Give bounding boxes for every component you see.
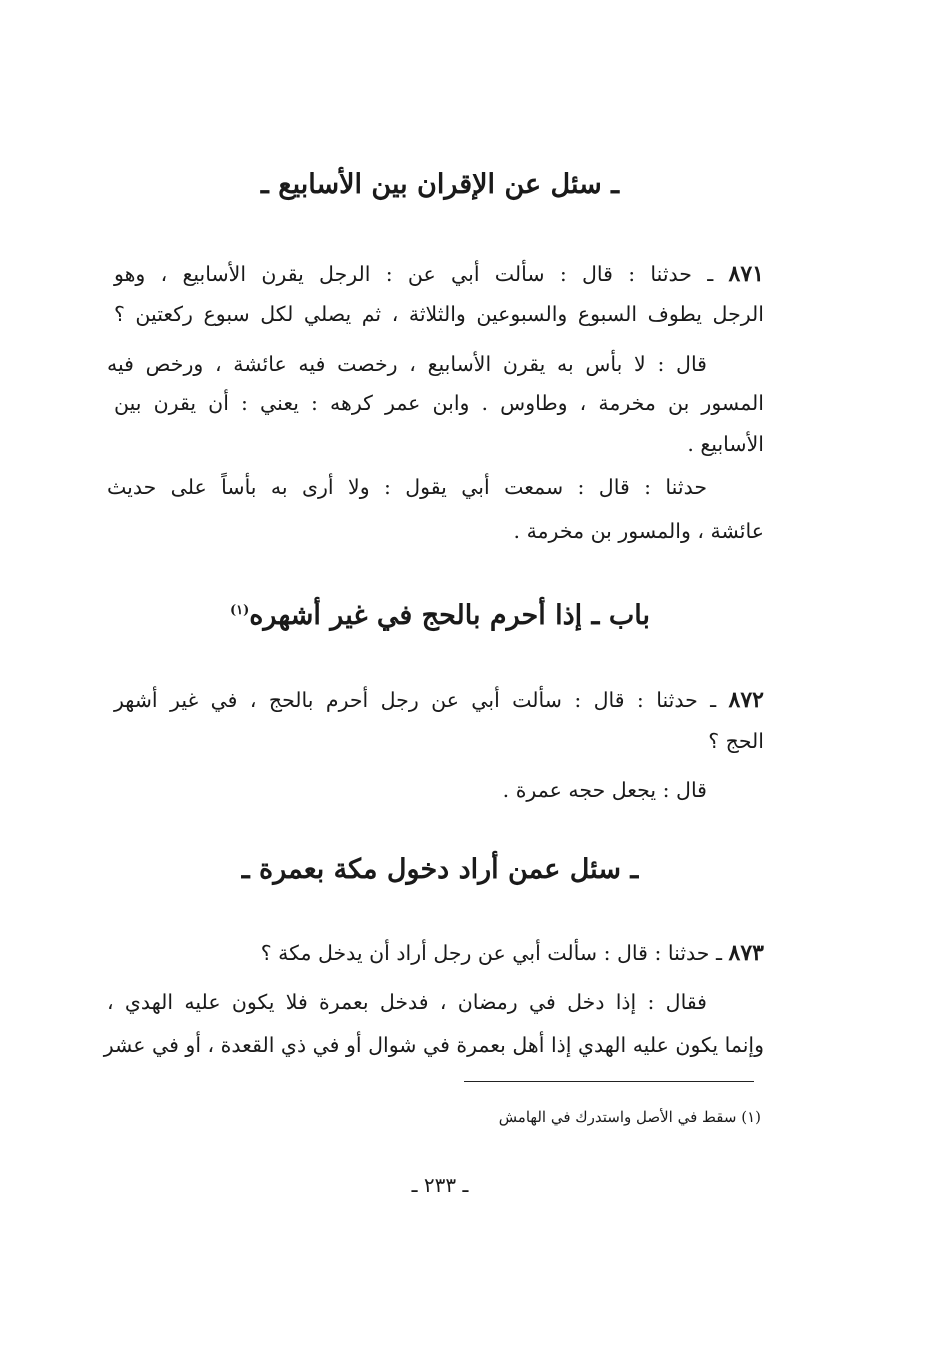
footnote: (١) سقط في الأصل واستدرك في الهامش xyxy=(498,1108,761,1126)
footnote-divider xyxy=(464,1081,754,1082)
text-line xyxy=(114,257,764,291)
chapter-heading-ihram xyxy=(110,591,770,636)
section-heading-iqran: ـ سئل عن الإقران بين الأسابيع ـ xyxy=(260,169,620,200)
text-line: عائشة ، والمسور بن مخرمة . xyxy=(513,519,764,543)
text-line: حدثنا : قال : سمعت أبي يقول : ولا أرى به بأساً على حديث xyxy=(107,475,707,499)
text-line: المسور بن مخرمة ، وطاوس . وابن عمر كرهه : يعني : أن يقرن بين xyxy=(114,391,764,415)
page-number: ـ ٢٣٣ ـ xyxy=(411,1173,469,1197)
text-line: الرجل يطوف السبوع والسبوعين والثلاثة ، ثم يصلي لكل سبوع ركعتين ؟ xyxy=(114,302,764,326)
text-line: الأسابيع . xyxy=(687,432,764,456)
text-line: الحج ؟ xyxy=(708,729,764,753)
hadith-number: ٨٧١ xyxy=(728,261,764,287)
text-span: ـ حدثنا : قال : سألت أبي عن رجل أراد أن يدخل مكة ؟ xyxy=(260,941,723,965)
text-line: قال : لا بأس به يقرن الأسابيع ، رخصت فيه عائشة ، ورخص فيه xyxy=(107,352,707,376)
hadith-number: ٨٧٣ xyxy=(728,940,764,966)
text-span: ـ حدثنا : قال : سألت أبي عن رجل أحرم بالحج ، في غير أشهر xyxy=(114,688,717,712)
text-line xyxy=(114,683,764,717)
footnote-marker: (١) xyxy=(229,603,250,618)
heading-text: باب ـ إذا أحرم بالحج في غير أشهره xyxy=(249,600,650,631)
text-line: فقال : إذا دخل في رمضان ، فدخل بعمرة فلا يكون عليه الهدي ، xyxy=(107,990,707,1014)
text-span: ـ حدثنا : قال : سألت أبي عن : الرجل يقرن الأسابيع ، وهو xyxy=(114,262,714,286)
text-line: قال : يجعل حجه عمرة . xyxy=(502,778,707,802)
section-heading-makkah: ـ سئل عمن أراد دخول مكة بعمرة ـ xyxy=(241,854,639,885)
text-line: وإنما يكون عليه الهدي إذا أهل بعمرة في شوال أو في ذي القعدة ، أو في عشر xyxy=(103,1033,764,1057)
hadith-number: ٨٧٢ xyxy=(728,687,764,713)
text-line xyxy=(114,936,764,970)
